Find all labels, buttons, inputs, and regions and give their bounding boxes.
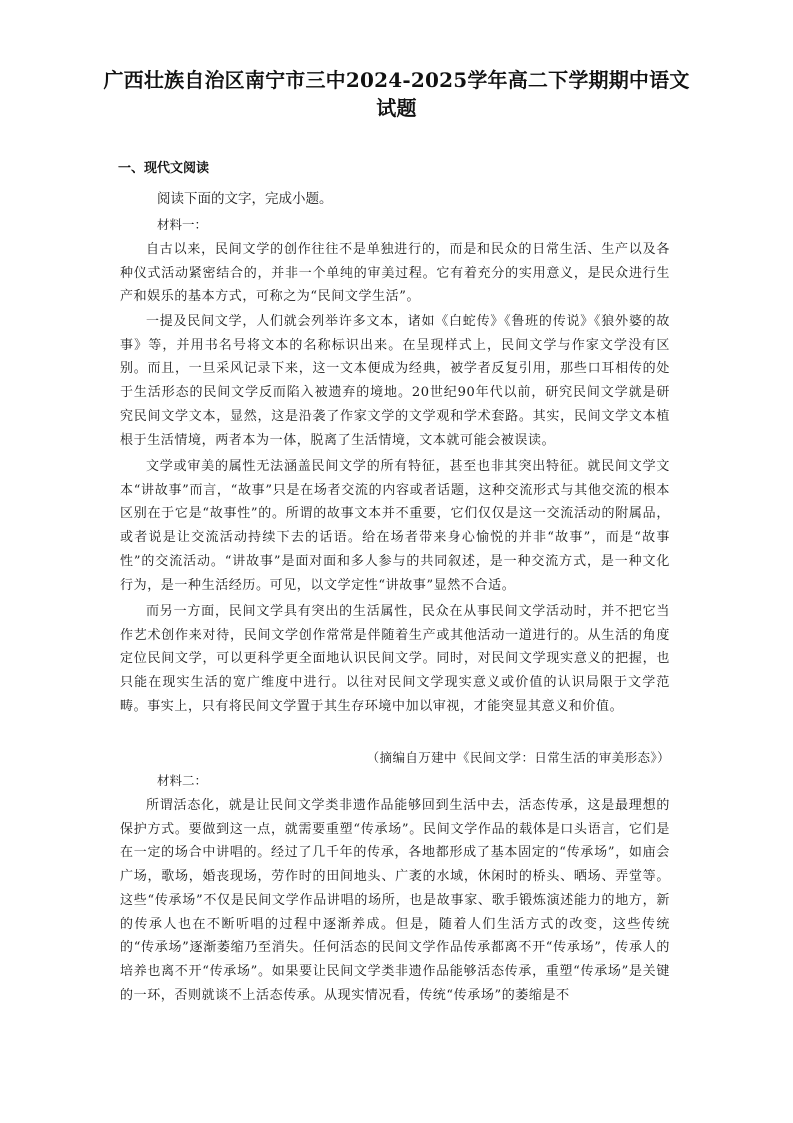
- paragraph-3: 文学或审美的属性无法涵盖民间文学的所有特征，甚至也非其突出特征。就民间文学文本“讲故事”而言，“故事”只是在场者交流的内容或者话题，这种交流形式与其他交流的根本区别在于它是“故事性”的。所谓的故事文本并不重要，它们仅仅是这一交流活动的附属品，或者说是让交流活动持续下去的话语。给在场者带来身心愉悦的并非“故事”，而是“故事性”的交流活动。“讲故事”是面对面和多人参与的共同叙述，是一种交流方式，是一种文化行为，是一种生活经历。可见，以文学定性“讲故事”显然不合适。: [120, 459, 670, 593]
- instruction-text: 阅读下面的文字，完成小题。: [157, 191, 333, 207]
- paragraph-4: 而另一方面，民间文学具有突出的生活属性，民众在从事民间文学活动时，并不把它当作艺术创作来对待，民间文学创作常常是伴随着生产或其他活动一道进行的。从生活的角度定位民间文学，可以更科学更全面地认识民间文学。同时，对民间文学现实意义的把握，也只能在现实生活的宽广维度中进行。以往对民间文学现实意义或价值的认识局限于文学范畴。事实上，只有将民间文学置于其生存环境中加以审视，才能突显其意义和价值。: [120, 604, 670, 714]
- page-title: 广西壮族自治区南宁市三中2024-2025学年高二下学期期中语文试题: [103, 68, 690, 120]
- source-citation: （摘编自万建中《民间文学：日常生活的审美形态》）: [366, 750, 670, 765]
- material-one-label: 材料一：: [157, 217, 208, 232]
- paragraph-2: 一提及民间文学，人们就会列举许多文本，诸如《白蛇传》《鲁班的传说》《狼外婆的故事》等，并用书名号将文本的名称标识出来。在呈现样式上，民间文学与作家文学没有区别。而且，一旦采风记录下来，这一文本便成为经典，被学者反复引用，那些口耳相传的处于生活形态的民间文学反而陷入被遗弃的境地。20世纪90年代以前，研究民间文学就是研究民间文学文本，显然，这是沿袭了作家文学的文学观和学术套路。其实，民间文学文本植根于生活情境，两者本为一体，脱离了生活情境，文本就可能会被误读。: [120, 314, 670, 448]
- section-heading: 一、现代文阅读: [118, 161, 210, 176]
- material-two-label: 材料二：: [157, 773, 208, 788]
- paragraph-1: 自古以来，民间文学的创作往往不是单独进行的，而是和民众的日常生活、生产以及各种仪式活动紧密结合的，并非一个单纯的审美过程。它有着充分的实用意义，是民众进行生产和娱乐的基本方式，可称之为“民间文学生活”。: [120, 242, 670, 305]
- paragraph-5: 所谓活态化，就是让民间文学类非遗作品能够回到生活中去，活态传承，这是最理想的保护方式。要做到这一点，就需要重塑“传承场”。民间文学作品的载体是口头语言，它们是在一定的场合中讲唱的。经过了几千年的传承，各地都形成了基本固定的“传承场”，如庙会广场，歌场，婚丧现场，劳作时的田间地头、广袤的水域，休闲时的桥头、晒场、弄堂等。这些“传承场”不仅是民间文学作品讲唱的场所，也是故事家、歌手锻炼演述能力的地方，新的传承人也在不断听唱的过程中逐渐养成。但是，随着人们生活方式的改变，这些传统的“传承场”逐渐萎缩乃至消失。任何活态的民间文学作品传承都离不开“传承场”，传承人的培养也离不开“传承场”。如果要让民间文学类非遗作品能够活态传承，重塑“传承场”是关键的一环，否则就谈不上活态传承。从现实情况看，传统“传承场”的萎缩是不: [120, 798, 670, 1003]
